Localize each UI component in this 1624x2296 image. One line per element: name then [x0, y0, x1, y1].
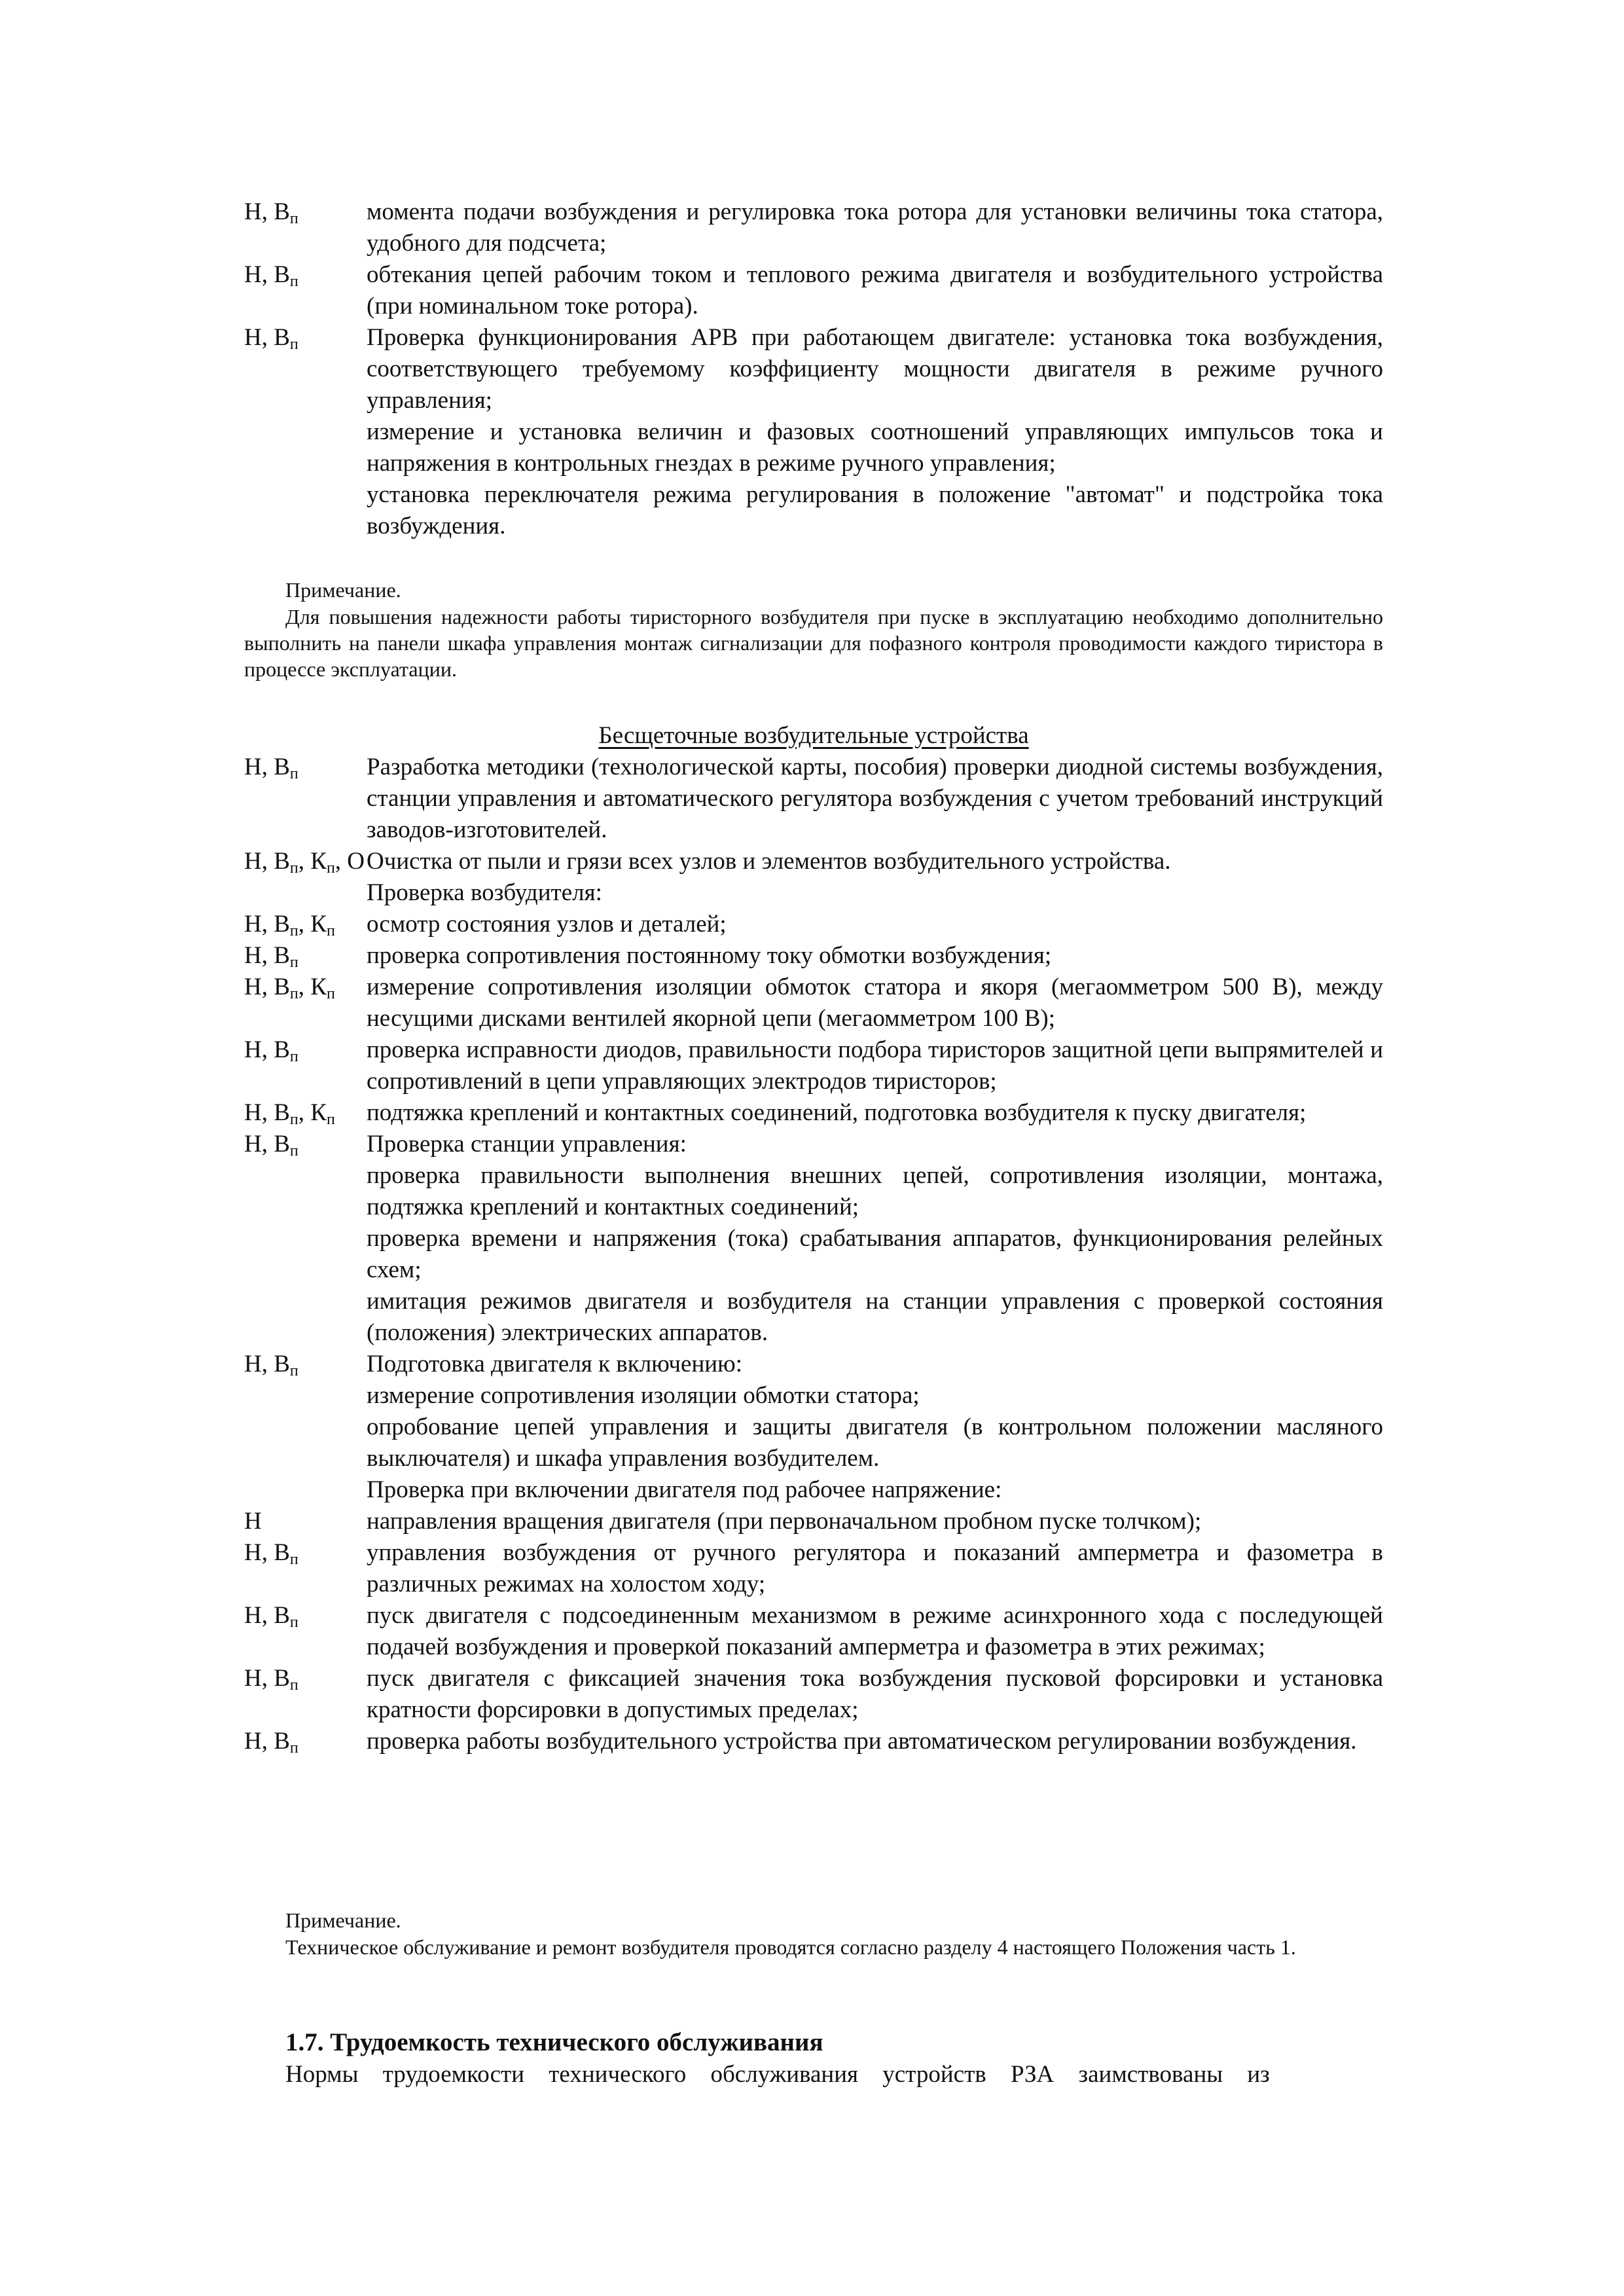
- list-item: [244, 196, 1383, 259]
- item-text: обтекания цепей рабочим током и теплового режима двигателя и возбудительного устройства (при номинальном токе ротора).: [367, 261, 1383, 319]
- list-item: [244, 877, 1383, 909]
- list-item: [244, 1223, 1383, 1286]
- code-label: [244, 1474, 367, 1506]
- code-label: Н, $В_п$: [244, 1131, 298, 1159]
- code-label: Н, $В_п$: [244, 1728, 298, 1757]
- item-text: проверка работы возбудительного устройства при автоматическом регулировании возбуждения.: [367, 1728, 1357, 1755]
- code-label: [244, 479, 367, 542]
- body-paragraph: Нормы трудоемкости технического обслуживания устройств РЗА заимствованы из: [285, 2061, 1270, 2088]
- note-2: [244, 1906, 1383, 1960]
- list-item: [244, 1726, 1383, 1757]
- section-title: Бесщеточные возбудительные устройства: [598, 722, 1029, 749]
- list-item: [244, 259, 1383, 322]
- item-text: измерение сопротивления изоляции обмотки статора;: [367, 1382, 920, 1409]
- item-text: установка переключателя режима регулирования в положение "автомат" и подстройка тока возбуждения.: [367, 481, 1383, 539]
- section-heading: 1.7. Трудоемкость технического обслуживания: [285, 2028, 823, 2056]
- code-label: Н, $В_п$: [244, 1351, 298, 1379]
- item-text: Очистка от пыли и грязи всех узлов и элементов возбудительного устройства.: [367, 848, 1171, 875]
- code-label: Н, $В_п$, $К_п$: [244, 974, 335, 1002]
- item-text: Проверка при включении двигателя под рабочее напряжение:: [367, 1476, 1002, 1503]
- item-text: подтяжка креплений и контактных соединений, подготовка возбудителя к пуску двигателя;: [367, 1099, 1307, 1126]
- item-text: имитация режимов двигателя и возбудителя на станции управления с проверкой состояния (положения) электрических аппаратов.: [367, 1288, 1383, 1346]
- brushless-section: [244, 720, 1383, 1757]
- code-label: Н, $В_п$, $К_п$, О: [244, 848, 365, 877]
- list-item: [244, 972, 1383, 1034]
- item-text: Проверка функционирования АРВ при работающем двигателе: установка тока возбуждения, соответствующего требуемому коэффициенту мощности двигателя в режиме ручного управления;: [367, 324, 1383, 414]
- note-text: Для повышения надежности работы тиристорного возбудителя при пуске в эксплуатацию необходимо дополнительно выполнить на панели шкафа управления монтаж сигнализации для пофазного контроля проводимости каждого тиристора в процессе эксплуатации.: [244, 605, 1383, 681]
- list-item: [244, 846, 1383, 877]
- code-label: Н, $В_п$: [244, 1036, 298, 1065]
- labor-intensity-section: [244, 2026, 1383, 2090]
- item-text: проверка правильности выполнения внешних цепей, сопротивления изоляции, монтажа, подтяжка креплений и контактных соединений;: [367, 1162, 1383, 1220]
- code-label: [244, 1160, 367, 1223]
- code-label: [244, 416, 367, 479]
- list-item: [244, 1286, 1383, 1349]
- code-label: Н, $В_п$: [244, 261, 298, 290]
- item-text: измерение сопротивления изоляции обмоток статора и якоря (мегаомметром 500 В), между несущими дисками вентилей якорной цепи (мегаомметром 100 В);: [367, 974, 1383, 1032]
- code-label: Н, $В_п$: [244, 1602, 298, 1631]
- list-item: [244, 909, 1383, 940]
- item-text: Проверка возбудителя:: [367, 879, 602, 906]
- item-text: осмотр состояния узлов и деталей;: [367, 911, 727, 938]
- code-label: Н, $В_п$: [244, 1539, 298, 1568]
- code-label: Н, $В_п$: [244, 198, 298, 227]
- note-title: Примечание.: [285, 1908, 401, 1932]
- code-label: [244, 1223, 367, 1286]
- code-label: [244, 1286, 367, 1349]
- item-text: пуск двигателя с подсоединенным механизмом в режиме асинхронного хода с последующей подачей возбуждения и проверкой показаний амперметра и фазометра в этих режимах;: [367, 1602, 1383, 1660]
- item-text: Подготовка двигателя к включению:: [367, 1351, 742, 1377]
- list-item: [244, 1380, 1383, 1412]
- list-item: [244, 1474, 1383, 1506]
- list-item: [244, 479, 1383, 542]
- list-item: [244, 940, 1383, 972]
- list-item: [244, 1537, 1383, 1600]
- item-text: проверка времени и напряжения (тока) срабатывания аппаратов, функционирования релейных схем;: [367, 1225, 1383, 1283]
- list-item: [244, 1663, 1383, 1726]
- list-item: [244, 416, 1383, 479]
- item-text: Проверка станции управления:: [367, 1131, 687, 1157]
- list-item: [244, 1160, 1383, 1223]
- note-1: [244, 576, 1383, 682]
- item-text: управления возбуждения от ручного регулятора и показаний амперметра и фазометра в различных режимах на холостом ходу;: [367, 1539, 1383, 1597]
- item-text: Разработка методики (технологической карты, пособия) проверки диодной системы возбуждения, станции управления и автоматического регулятора возбуждения с учетом требований инструкций заводов-изготовителей.: [367, 754, 1383, 843]
- code-label: Н, $В_п$: [244, 324, 298, 353]
- list-item: [244, 1349, 1383, 1380]
- code-label: [244, 877, 367, 909]
- code-label: Н, $В_п$: [244, 942, 298, 971]
- code-label: Н: [244, 1508, 262, 1535]
- list-item: [244, 1412, 1383, 1474]
- list-item: [244, 1600, 1383, 1663]
- item-text: направления вращения двигателя (при первоначальном пробном пуске толчком);: [367, 1508, 1202, 1535]
- item-text: измерение и установка величин и фазовых соотношений управляющих импульсов тока и напряжения в контрольных гнездах в режиме ручного управления;: [367, 418, 1383, 477]
- list-item: [244, 1097, 1383, 1129]
- code-label: Н, $В_п$, $К_п$: [244, 911, 335, 939]
- task-list-1: [244, 196, 1383, 542]
- note-title: Примечание.: [285, 578, 401, 602]
- code-label: Н, $В_п$, $К_п$: [244, 1099, 335, 1128]
- code-label: Н, $В_п$: [244, 754, 298, 782]
- item-text: проверка исправности диодов, правильности подбора тиристоров защитной цепи выпрямителей и сопротивлений в цепи управляющих электродов тиристоров;: [367, 1036, 1383, 1095]
- list-item: [244, 752, 1383, 846]
- list-item: [244, 1129, 1383, 1160]
- list-item: [244, 1034, 1383, 1097]
- list-item: [244, 322, 1383, 416]
- code-label: [244, 1380, 367, 1412]
- note-text: Техническое обслуживание и ремонт возбудителя проводятся согласно разделу 4 настоящего Положения часть 1.: [285, 1935, 1296, 1959]
- item-text: пуск двигателя с фиксацией значения тока возбуждения пусковой форсировки и установка кратности форсировки в допустимых пределах;: [367, 1665, 1383, 1723]
- list-item: [244, 1506, 1383, 1537]
- code-label: [244, 1412, 367, 1474]
- item-text: проверка сопротивления постоянному току обмотки возбуждения;: [367, 942, 1052, 969]
- code-label: Н, $В_п$: [244, 1665, 298, 1694]
- item-text: опробование цепей управления и защиты двигателя (в контрольном положении масляного выключателя) и шкафа управления возбудителем.: [367, 1413, 1383, 1472]
- item-text: момента подачи возбуждения и регулировка тока ротора для установки величины тока статора, удобного для подсчета;: [367, 198, 1383, 257]
